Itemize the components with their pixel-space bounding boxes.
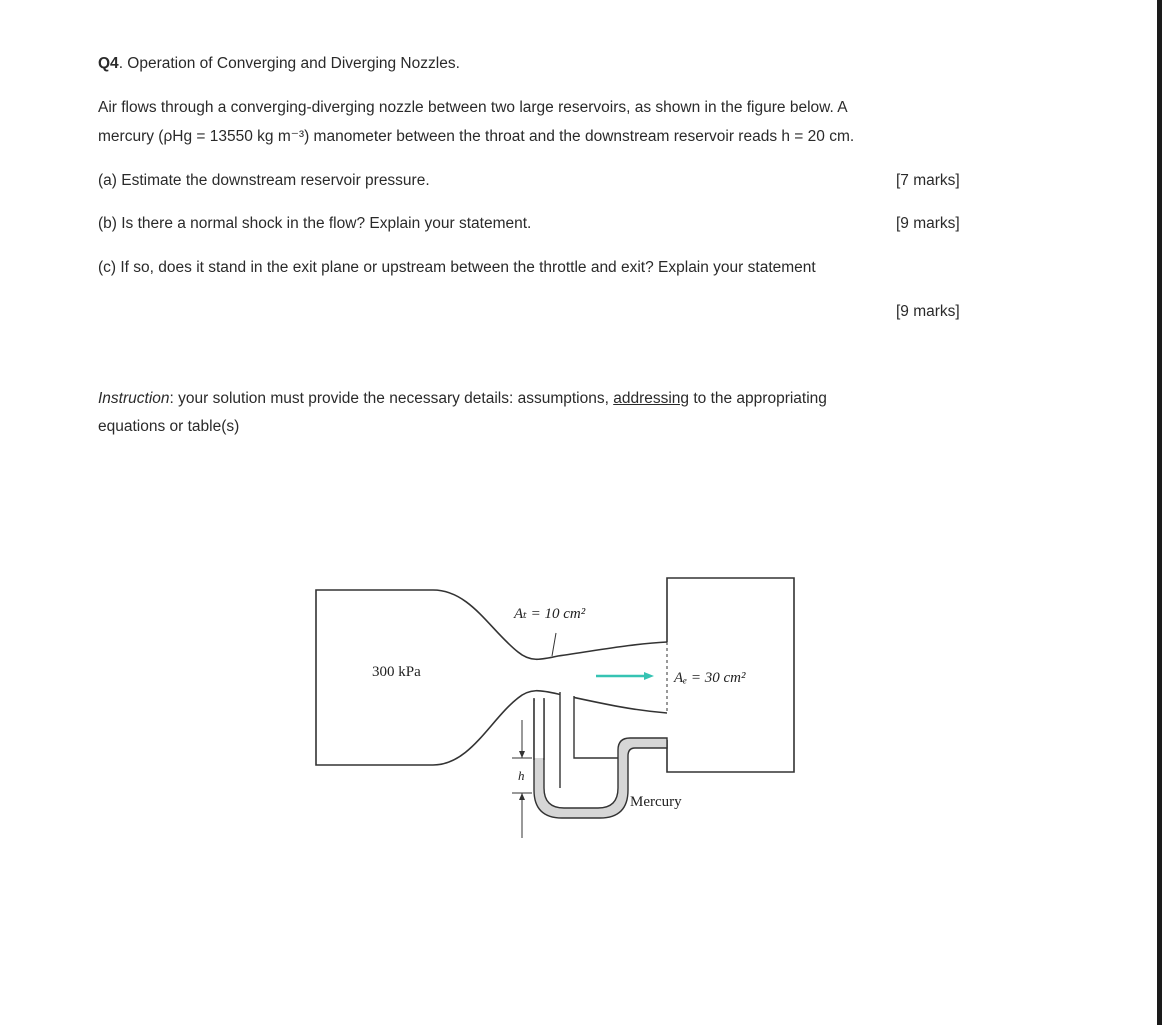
part-c-text: (c) If so, does it stand in the exit plane or upstream between the throttle and exit? Explain your statement (98, 259, 816, 276)
instruction-label: Instruction (98, 390, 170, 407)
nozzle-diagram (300, 570, 800, 850)
throat-area-label: Aₜ = 10 cm² (514, 606, 586, 622)
part-b-marks: [9 marks] (896, 215, 960, 232)
question-title-text: . Operation of Converging and Diverging Nozzles. (118, 55, 460, 72)
nozzle-lower-wall (433, 691, 667, 765)
instruction-text-a: : your solution must provide the necessary details: assumptions, (169, 390, 614, 407)
h-dim-arrow-bottom (519, 793, 525, 800)
part-b-text: (b) Is there a normal shock in the flow? Explain your statement. (98, 215, 532, 232)
instruction-line-1 (98, 389, 827, 409)
intro-line-1: Air flows through a converging-diverging nozzle between two large reservoirs, as shown in the figure below. A (98, 99, 848, 116)
instruction-underlined-word: addressing (613, 390, 690, 407)
page-border-right (1157, 0, 1162, 1025)
h-dim-arrow-top (519, 751, 525, 758)
part-c-marks: [9 marks] (896, 303, 960, 320)
throat-leader (552, 633, 556, 656)
mercury-label: Mercury (630, 794, 682, 810)
manometer-right-leg-air (560, 690, 574, 758)
exit-area-label: Aₑ = 30 cm² (674, 670, 746, 686)
question-title (98, 54, 460, 74)
instruction-text-b: to the appropriating (689, 390, 827, 407)
question-number: Q4 (98, 55, 119, 72)
part-a-marks: [7 marks] (896, 172, 960, 189)
intro-line-2: mercury (ρHg = 13550 kg m⁻³) manometer between the throat and the downstream reservoir reads h = 20 cm. (98, 128, 855, 145)
nozzle-upper-wall (433, 590, 667, 659)
part-a-text: (a) Estimate the downstream reservoir pressure. (98, 172, 430, 189)
flow-arrow-head (644, 672, 654, 680)
h-label: h (518, 768, 525, 783)
manometer-left-leg-air (535, 698, 544, 758)
reservoir-pressure-label: 300 kPa (372, 664, 421, 680)
instruction-line-2: equations or table(s) (98, 418, 240, 435)
